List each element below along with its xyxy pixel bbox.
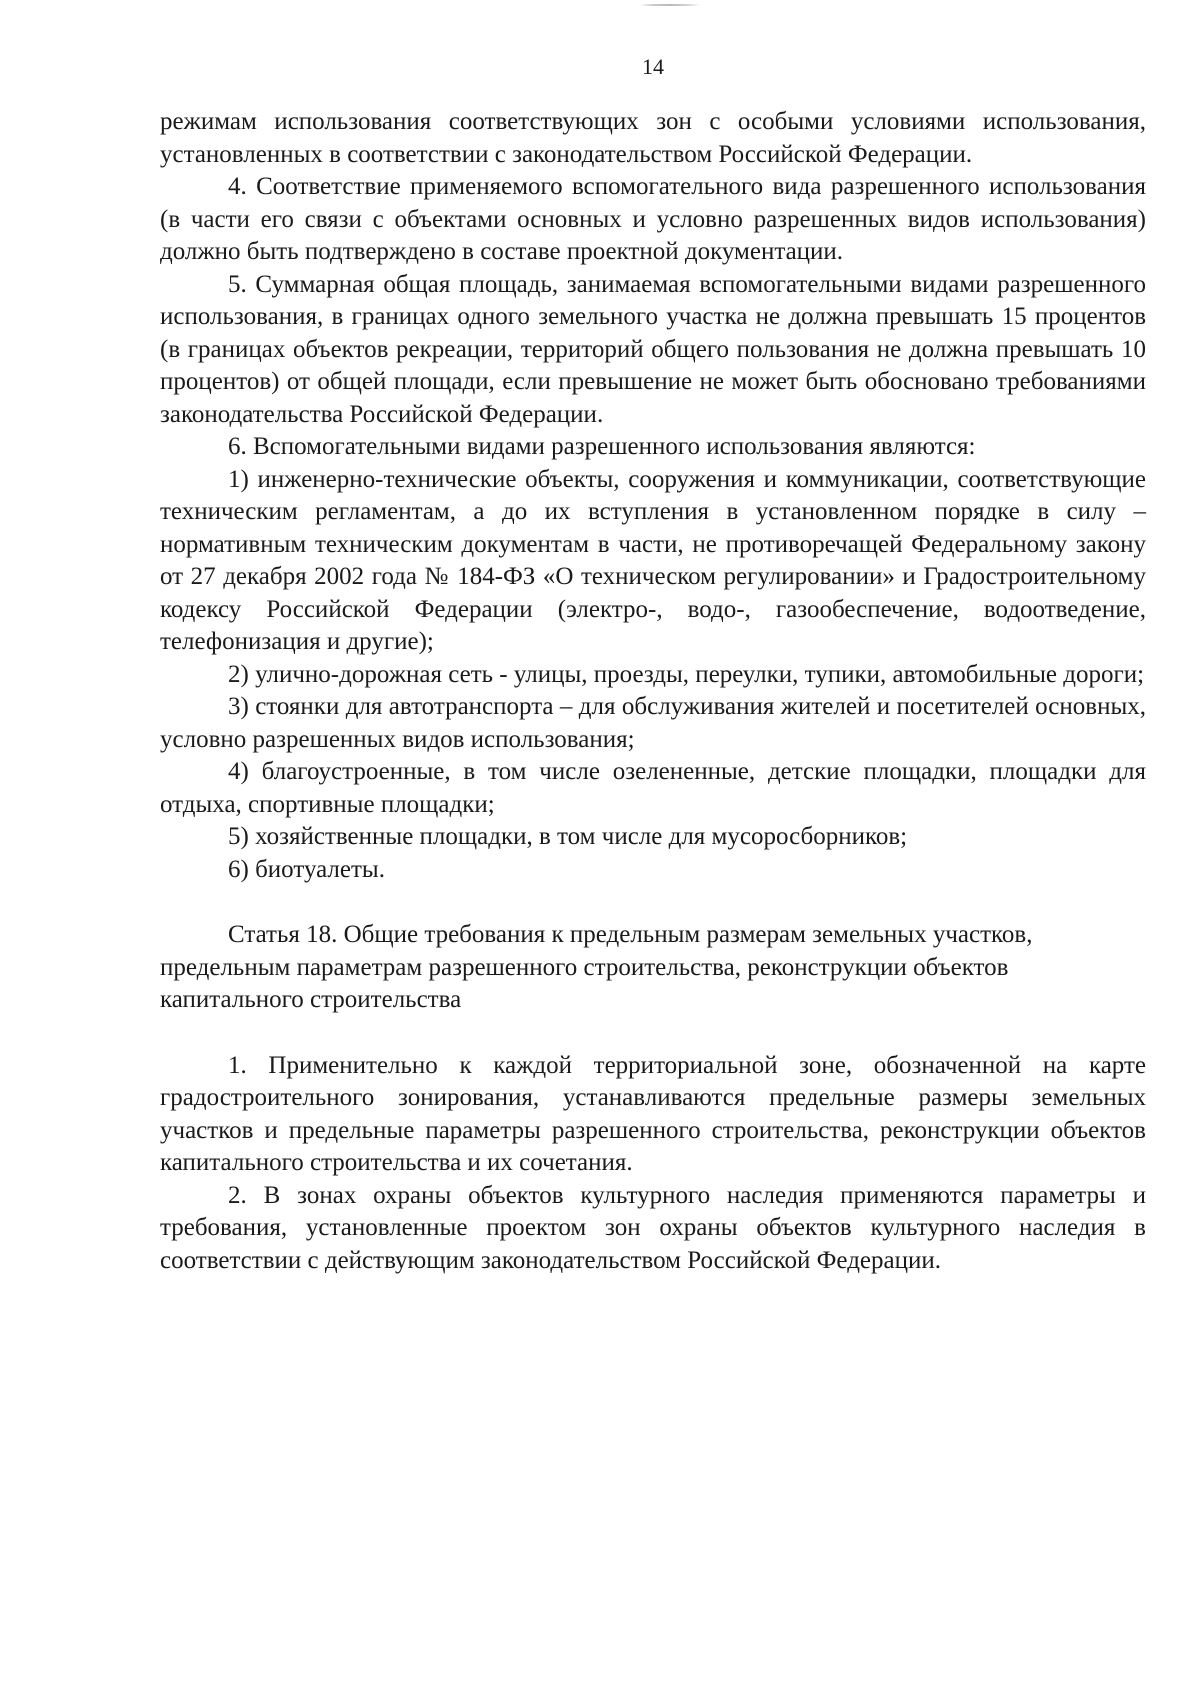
article-18-paragraph-1: 1. Применительно к каждой территориальной зоне, обозначенной на карте градостроительного зонирования, устанавливаются предельные размеры земельных участков и предельные параметры разрешенного строительства, реконструкции объектов капитального строительства и их сочетания.: [160, 1051, 1146, 1176]
article-18-paragraph-2: 2. В зонах охраны объектов культурного наследия применяются параметры и требования, установленные проектом зон охраны объектов культурного наследия в соответствии с действующим законодательством Российской Федерации.: [160, 1181, 1146, 1274]
list-item: 5) хозяйственные площадки, в том числе для мусоросборников;: [228, 823, 908, 850]
list-item: 1) инженерно-технические объекты, сооружения и коммуникации, соответствующие техническим регламентам, а до их вступления в установленном порядке в силу – нормативным техническим документам в части, не противоречащей Федеральному закону от 27 декабря 2002 года № 184-ФЗ «О техническом регулировании» и Градостроительному кодексу Российской Федерации (электро-, водо-, газообеспечение, водоотведение, телефонизация и другие);: [160, 465, 1146, 655]
paragraph-6: 6. Вспомогательными видами разрешенного использования являются:: [228, 433, 976, 460]
paragraph-5: 5. Суммарная общая площадь, занимаемая вспомогательными видами разрешенного использования, в границах одного земельного участка не должна превышать 15 процентов (в границах объектов рекреации, территорий общего пользования не должна превышать 10 процентов) от общей площади, если превышение не может быть обосновано требованиями законодательства Российской Федерации.: [160, 270, 1146, 428]
page-number: 14: [642, 54, 664, 79]
paragraph-4: 4. Соответствие применяемого вспомогательного вида разрешенного использования (в части его связи с объектами основных и условно разрешенных видов использования) должно быть подтверждено в составе проектной документации.: [160, 173, 1146, 265]
list-item: 6) биотуалеты.: [228, 855, 385, 883]
article-18-heading: Статья 18. Общие требования к предельным размерам земельных участков, предельным параметрам разрешенного строительства, реконструкции объектов капитального строительства: [160, 921, 1033, 1013]
scan-artifact: [640, 4, 700, 6]
auxiliary-uses-list: [160, 464, 1146, 887]
document-page: [160, 52, 1146, 1277]
list-item: 2) улично-дорожная сеть - улицы, проезды, переулки, тупики, автомобильные дороги;: [228, 660, 1145, 688]
list-item: 4) благоустроенные, в том числе озелененные, детские площадки, площадки для отдыха, спортивные площадки;: [160, 758, 1146, 818]
paragraph-continuation: режимам использования соответствующих зон с особыми условиями использования, установленных в соответствии с законодательством Российской Федерации.: [160, 108, 1146, 168]
list-item: 3) стоянки для автотранспорта – для обслуживания жителей и посетителей основных, условно разрешенных видов использования;: [160, 693, 1146, 753]
